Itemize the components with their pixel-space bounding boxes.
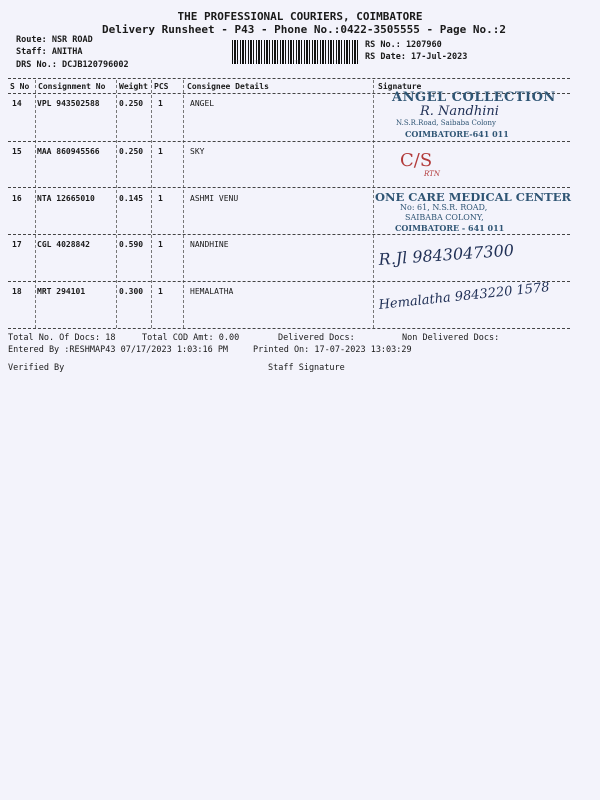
row-consignee: HEMALATHA (190, 287, 234, 296)
stamp-angel-collection: ANGEL COLLECTION (392, 90, 556, 105)
stamp-one-care-colony: SAIBABA COLONY, (405, 213, 484, 222)
col-consignment: Consignment No (38, 82, 106, 91)
rs-number: RS No.: 1207960 (365, 40, 442, 50)
row-weight: 0.590 (119, 240, 144, 249)
row-consignee: NANDHINE (190, 240, 229, 249)
row-consignment: VPL 943502588 (37, 99, 100, 108)
col-divider (116, 80, 117, 328)
row-rule (8, 141, 570, 142)
barcode (232, 40, 358, 64)
rtn-mark: RTN (424, 170, 440, 178)
staff-signature: Staff Signature (268, 363, 345, 373)
row-sno: 16 (12, 194, 22, 203)
stamp-one-care: ONE CARE MEDICAL CENTER (375, 190, 572, 204)
row-weight: 0.250 (119, 147, 144, 156)
col-pcs: PCS (154, 82, 169, 91)
total-docs: Total No. Of Docs: 18 (8, 333, 116, 343)
row-pcs: 1 (158, 147, 163, 156)
row-weight: 0.145 (119, 194, 144, 203)
row-weight: 0.300 (119, 287, 144, 296)
printed-on: Printed On: 17-07-2023 13:03:29 (253, 345, 412, 355)
signature-row17: R.Jl 9843047300 (378, 240, 515, 269)
row-sno: 17 (12, 240, 22, 249)
stamp-one-care-city: COIMBATORE - 641 011 (395, 223, 505, 233)
col-signature: Signature (378, 82, 422, 91)
row-rule (8, 281, 570, 282)
route-label: Route: NSR ROAD (16, 35, 93, 45)
col-sno: S No (10, 82, 30, 91)
row-sno: 15 (12, 147, 22, 156)
row-consignment: CGL 4028842 (37, 240, 90, 249)
signature-row18: Hemalatha 9843220 1578 (378, 280, 551, 313)
row-weight: 0.250 (119, 99, 144, 108)
stamp-angel-address: N.S.R.Road, Saibaba Colony (396, 119, 496, 127)
row-pcs: 1 (158, 99, 163, 108)
total-cod: Total COD Amt: 0.00 (142, 333, 240, 343)
row-sno: 14 (12, 99, 22, 108)
runsheet-title: Delivery Runsheet - P43 - Phone No.:0422-3505555 - Page No.:2 (102, 23, 506, 36)
col-divider (35, 80, 36, 328)
col-divider (373, 80, 374, 328)
staff-label: Staff: ANITHA (16, 47, 83, 57)
non-delivered-docs: Non Delivered Docs: (402, 333, 500, 343)
row-consignee: ANGEL (190, 99, 215, 108)
row-sno: 18 (12, 287, 22, 296)
stamp-one-care-address: No: 61, N.S.R. ROAD, (400, 203, 488, 212)
table-top-rule (8, 78, 570, 79)
signature-row14: R. Nandhini (420, 104, 499, 119)
stamp-angel-city: COIMBATORE-641 011 (405, 129, 509, 139)
row-pcs: 1 (158, 287, 163, 296)
row-consignment: MRT 294101 (37, 287, 86, 296)
row-consignee: SKY (190, 147, 205, 156)
verified-by: Verified By (8, 363, 65, 373)
delivered-docs: Delivered Docs: (278, 333, 355, 343)
col-weight: Weight (119, 82, 148, 91)
row-rule (8, 187, 570, 188)
drs-number: DRS No.: DCJB120796002 (16, 60, 129, 70)
row-pcs: 1 (158, 194, 163, 203)
cs-mark: C/S (400, 150, 433, 171)
row-rule (8, 234, 570, 235)
col-consignee: Consignee Details (187, 82, 269, 91)
row-consignee: ASHMI VENU (190, 194, 239, 203)
entered-by: Entered By :RESHMAP43 07/17/2023 1:03:16 PM (8, 345, 229, 355)
rs-date: RS Date: 17-Jul-2023 (365, 52, 468, 62)
table-bottom-rule (8, 328, 570, 329)
col-divider (183, 80, 184, 328)
row-consignment: MAA 860945566 (37, 147, 100, 156)
row-pcs: 1 (158, 240, 163, 249)
row-consignment: NTA 12665010 (37, 194, 95, 203)
col-divider (151, 80, 152, 328)
company-title: THE PROFESSIONAL COURIERS, COIMBATORE (177, 10, 423, 23)
